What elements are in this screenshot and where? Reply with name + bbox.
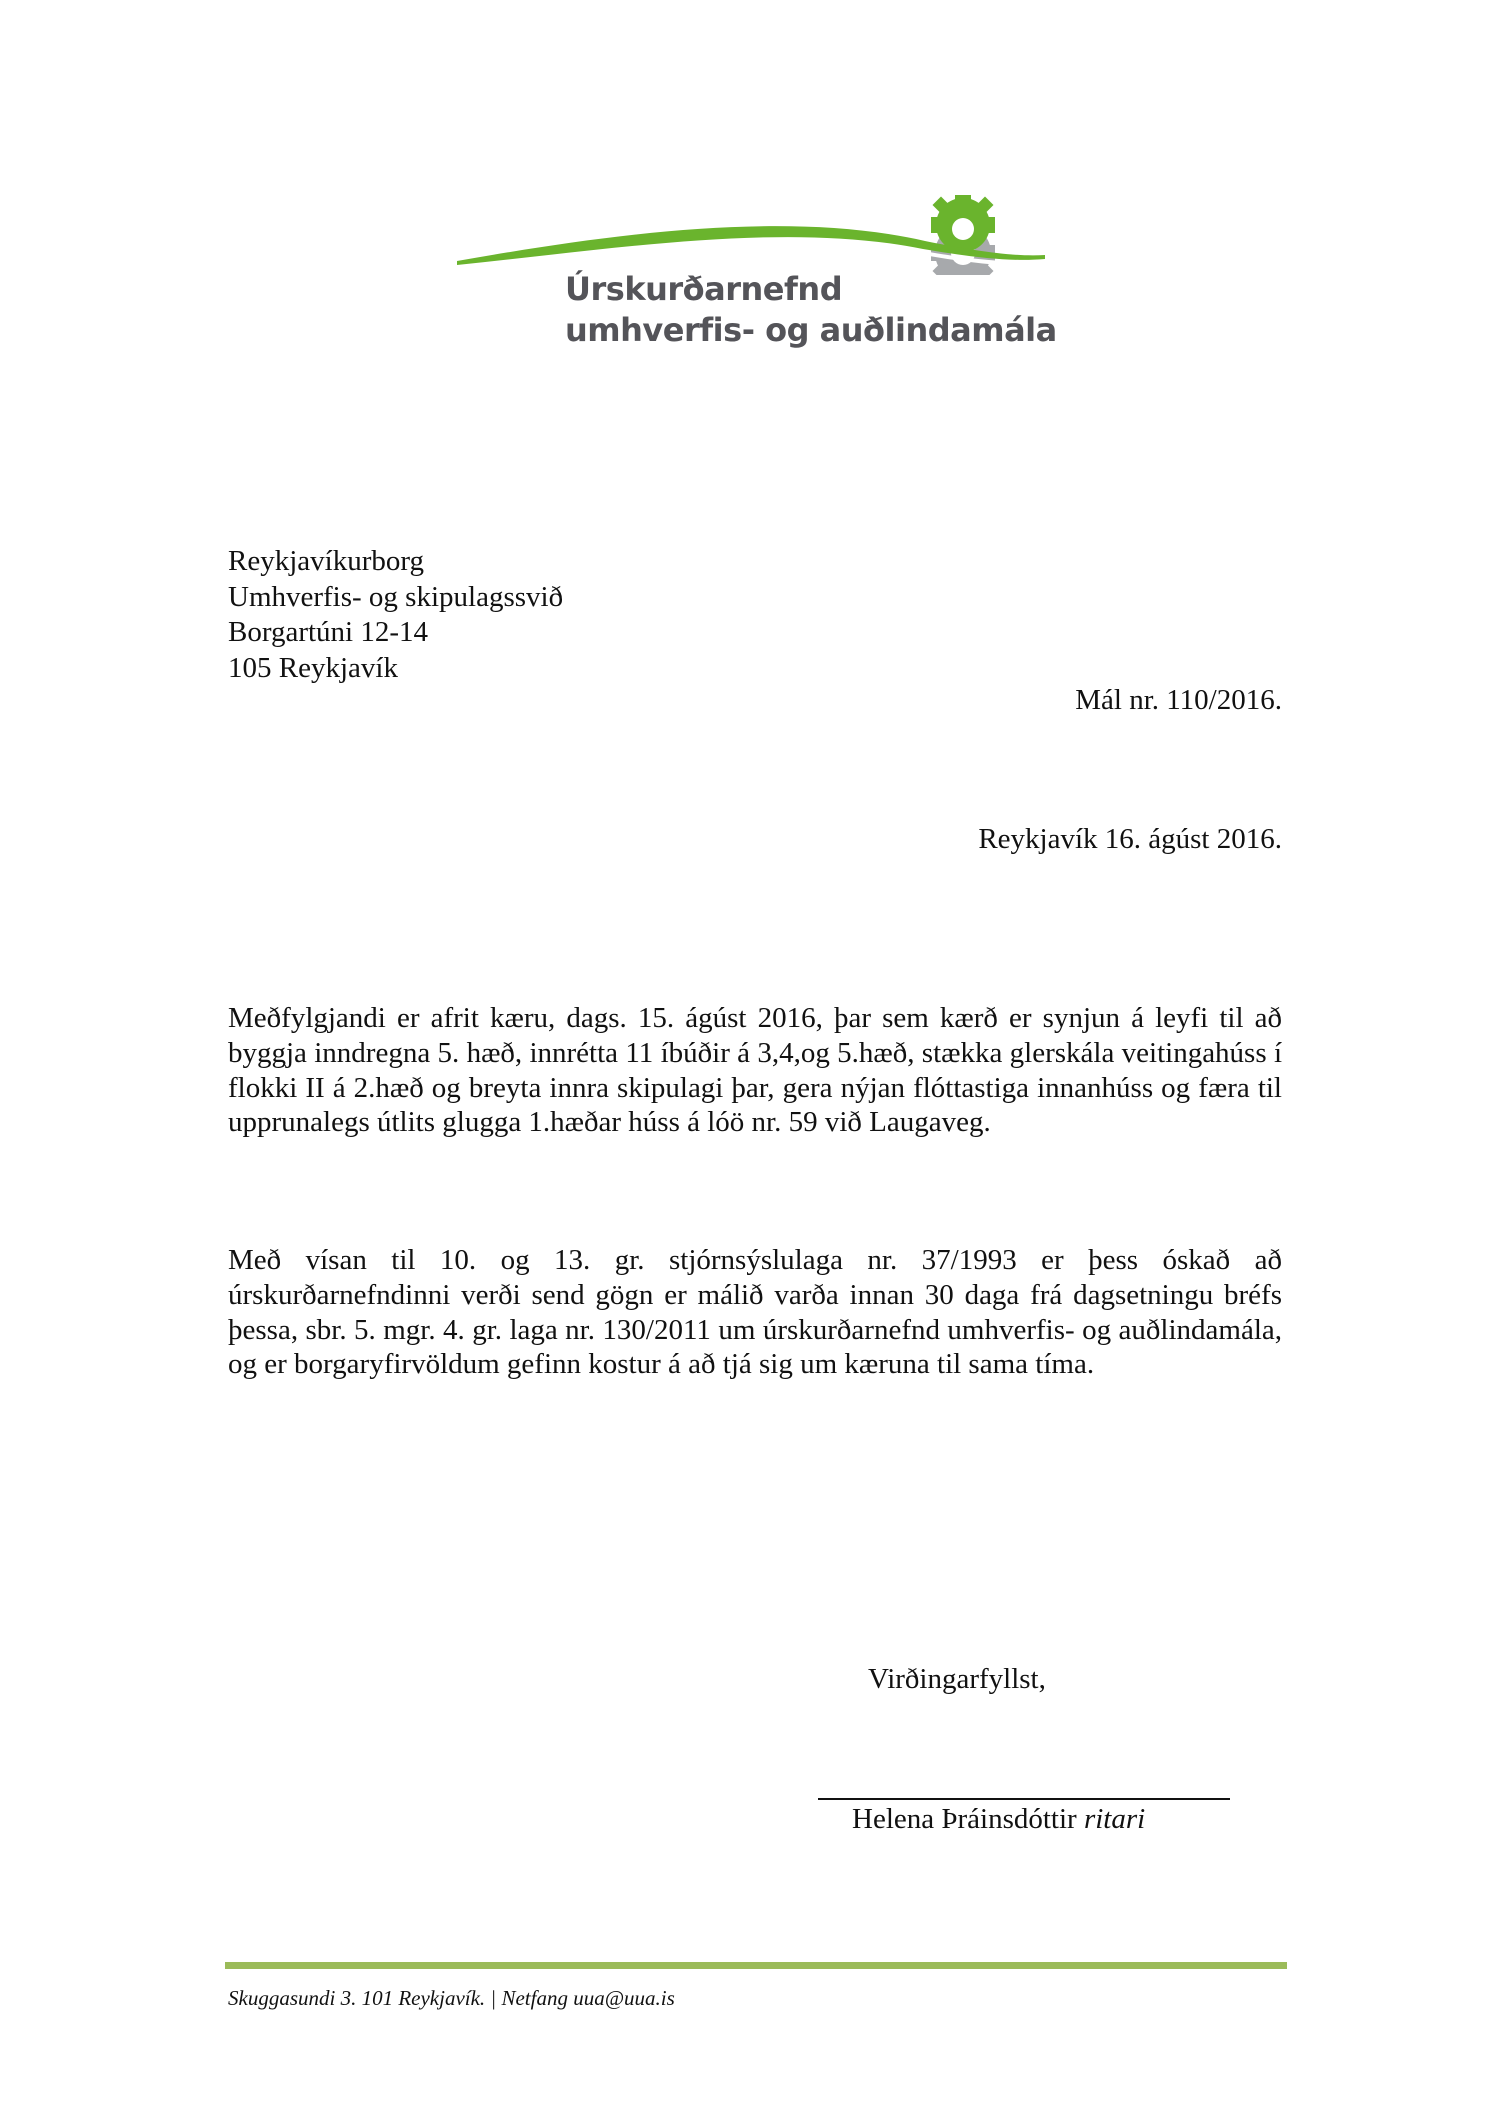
closing-salutation: Virðingarfyllst, bbox=[868, 1663, 1046, 1695]
body-paragraph-1: Meðfylgjandi er afrit kæru, dags. 15. ágúst 2016, þar sem kærð er synjun á leyfi til að byggja inndregna 5. hæð, innrétta 11 íbúðir á 3,4,og 5.hæð, stækka glerskála veitingahúss í flokki II á 2.hæð og breyta innra skipulagi þar, gera nýjan flóttastiga innanhúss og færa til upprunalegs útlits glugga 1.hæðar húss á lóö nr. 59 við Laugaveg. bbox=[228, 1002, 1282, 1139]
recipient-line: Borgartúni 12-14 bbox=[228, 616, 429, 648]
recipient-line: Reykjavíkurborg bbox=[228, 545, 424, 577]
body-paragraph-2: Með vísan til 10. og 13. gr. stjórnsýslulaga nr. 37/1993 er þess óskað að úrskurðarnefndinni verði send gögn er málið varða innan 30 daga frá dagsetningu bréfs þessa, sbr. 5. mgr. 4. gr. laga nr. 130/2011 um úrskurðarnefnd umhverfis- og auðlindamála, og er borgaryfirvöldum gefinn kostur á að tjá sig um kæruna til sama tíma. bbox=[228, 1244, 1282, 1381]
recipient-line: 105 Reykjavík bbox=[228, 651, 398, 684]
recipient-address bbox=[228, 544, 563, 686]
recipient-line: Umhverfis- og skipulagssvið bbox=[228, 580, 564, 613]
letter-date: Reykjavík 16. ágúst 2016. bbox=[978, 823, 1282, 855]
signature-line bbox=[818, 1798, 1230, 1800]
signatory-name: Helena Þráinsdóttir bbox=[852, 1803, 1077, 1835]
organization-logo bbox=[455, 195, 1055, 365]
case-number: Mál nr. 110/2016. bbox=[1075, 684, 1282, 716]
footer-divider bbox=[225, 1962, 1287, 1969]
logo-title-line1: Úrskurðarnefnd bbox=[565, 270, 843, 308]
logo-graphic bbox=[455, 195, 1055, 275]
signatory bbox=[852, 1803, 1145, 1836]
signatory-title: ritari bbox=[1083, 1803, 1146, 1835]
logo-title-line2: umhverfis- og auðlindamála bbox=[565, 311, 1057, 349]
footer-contact: Skuggasundi 3. 101 Reykjavík. | Netfang uua@uua.is bbox=[228, 1986, 675, 2010]
